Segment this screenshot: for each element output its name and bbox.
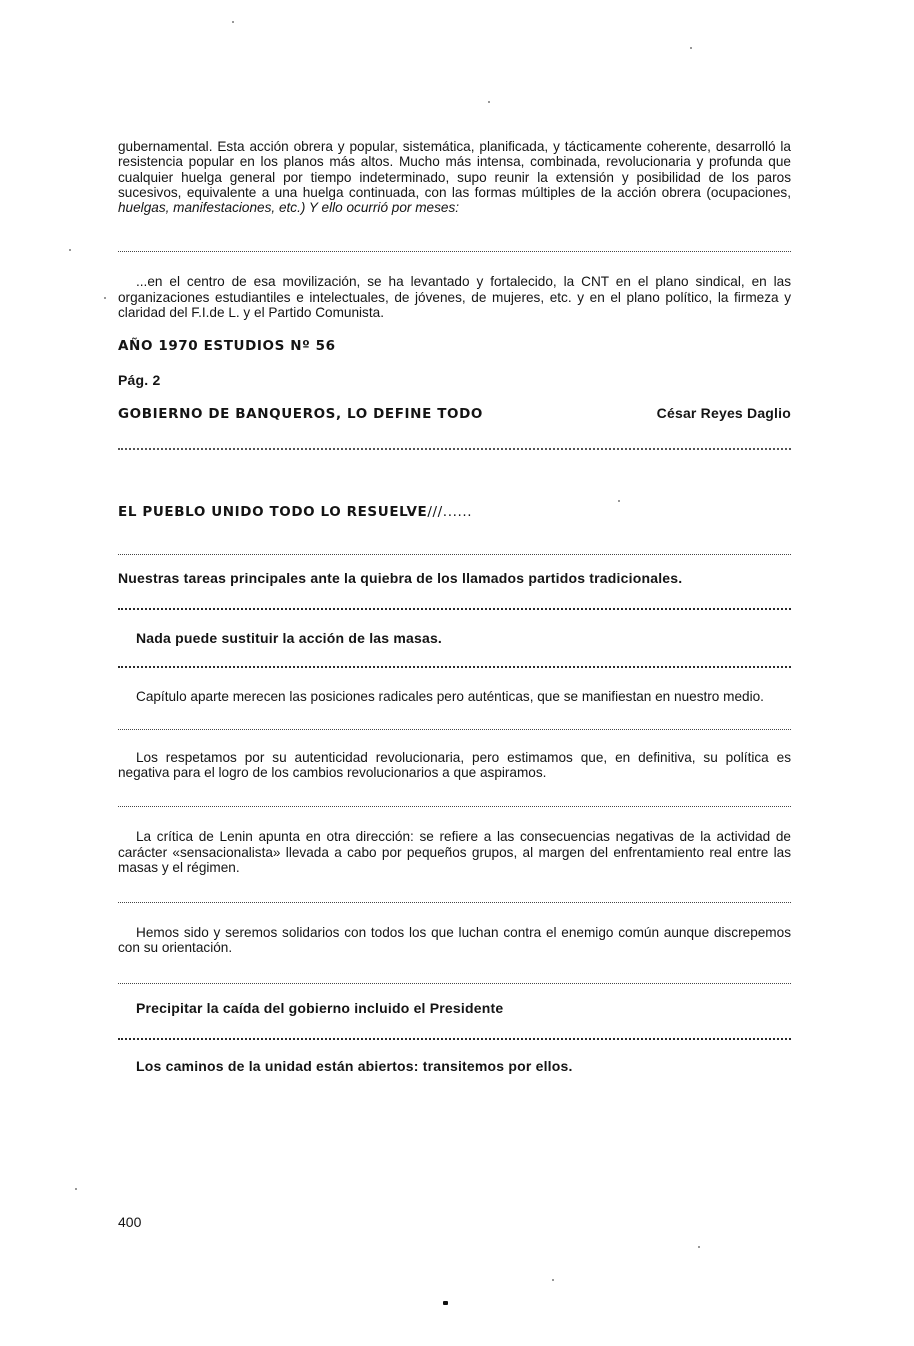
article-author: César Reyes Daglio — [656, 405, 791, 422]
dotted-separator — [118, 251, 791, 252]
scan-speck — [443, 1301, 448, 1305]
dotted-separator — [118, 554, 791, 555]
solidarios-paragraph: Hemos sido y seremos solidarios con todos los que luchan contra el enemigo común aunque discrepemos con su orientación. — [118, 925, 791, 956]
intro-paragraph-italic: huelgas, manifestaciones, etc.) Y ello ocurrió por meses: — [118, 200, 460, 216]
section-heading — [118, 504, 791, 520]
section-heading: Los caminos de la unidad están abiertos: transitemos por ellos. — [136, 1057, 573, 1074]
dotted-separator — [118, 806, 791, 807]
section-heading: Nada puede sustituir la acción de las masas. — [136, 630, 443, 647]
scan-speck — [488, 101, 490, 103]
scan-speck — [75, 1188, 77, 1190]
page-number: 400 — [118, 1214, 142, 1230]
scan-speck — [690, 47, 692, 49]
intro-paragraph-text: gubernamental. Esta acción obrera y popular, sistemática, planificada, y tácticamente coherente, desarrolló la resistencia popular en los planos más altos. Mucho más intensa, combinada, revolucionaria y profunda que cualquier huelga general por tiempo indeterminado, supo reunir la extensión y posibilidad de los paros sucesivos, equivalente a una huelga continuada, con las formas múltiples de la acción obrera (ocupaciones, — [118, 139, 791, 200]
section-heading: Precipitar la caída del gobierno incluido el Presidente — [136, 999, 504, 1016]
scan-speck — [232, 21, 234, 23]
dotted-separator — [118, 666, 791, 668]
scan-speck — [618, 500, 620, 502]
section-heading-tail: ///...... — [427, 504, 473, 521]
source-line: AÑO 1970 ESTUDIOS Nº 56 — [118, 338, 336, 355]
capitulo-paragraph: Capítulo aparte merecen las posiciones radicales pero auténticas, que se manifiestan en nuestro medio. — [136, 689, 764, 705]
respetamos-paragraph: Los respetamos por su autenticidad revolucionaria, pero estimamos que, en definitiva, su política es negativa para el logro de los cambios revolucionarios a que aspiramos. — [118, 749, 791, 780]
section-heading: Nuestras tareas principales ante la quiebra de los llamados partidos tradicionales. — [118, 570, 683, 587]
dotted-separator — [118, 729, 791, 730]
scan-speck — [69, 249, 71, 251]
scan-speck — [104, 297, 106, 299]
dotted-separator — [118, 983, 791, 984]
intro-paragraph — [118, 139, 791, 215]
movilizacion-paragraph: ...en el centro de esa movilización, se ha levantado y fortalecido, la CNT en el plano sindical, en las organizaciones estudiantiles e intelectuales, de jóvenes, de mujeres, etc. y en el plano político, la firmeza y claridad del F.I.de L. y el Partido Comunista. — [118, 274, 791, 321]
section-heading-text: EL PUEBLO UNIDO TODO LO RESUELVE — [118, 504, 428, 521]
scan-speck — [698, 1246, 700, 1248]
dotted-separator — [118, 1038, 791, 1040]
page-reference: Pág. 2 — [118, 372, 161, 389]
dotted-separator — [118, 902, 791, 903]
article-header — [118, 405, 791, 422]
document-body — [118, 139, 791, 1074]
dotted-separator — [118, 448, 791, 450]
article-title: GOBIERNO DE BANQUEROS, LO DEFINE TODO — [118, 406, 483, 423]
scan-speck — [552, 1279, 554, 1281]
dotted-separator — [118, 608, 791, 610]
lenin-paragraph: La crítica de Lenin apunta en otra dirección: se refiere a las consecuencias negativas de la actividad de carácter «sensacionalista» llevada a cabo por pequeños grupos, al margen del enfrentamiento real entre las masas y el régimen. — [118, 829, 791, 875]
